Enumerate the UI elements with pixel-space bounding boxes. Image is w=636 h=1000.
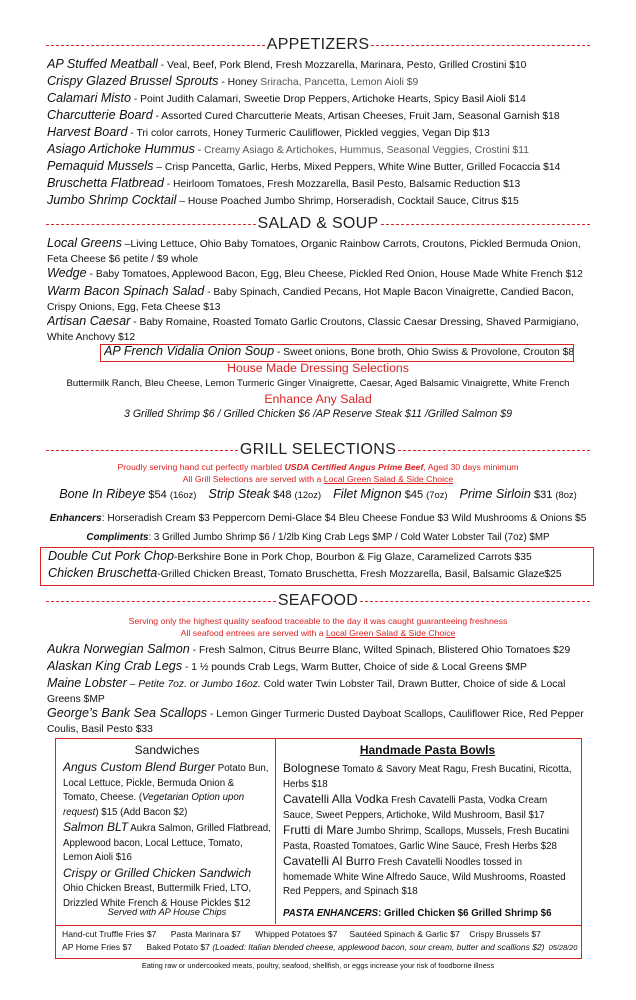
pasta-desc: Jumbo Shrimp, Scallops, Mussels, Fresh Bucatini Pasta, Roasted Tomatoes, Garlic Wine Sauce, Fresh Herbs $28 — [283, 826, 570, 852]
sandwich-name: Crispy or Grilled Chicken Sandwich — [63, 865, 252, 880]
pasta-title: Handmade Pasta Bowls — [359, 743, 496, 757]
appetizer-item — [47, 57, 592, 73]
appetizer-name: Pemaquid Mussels — [47, 159, 154, 173]
special-desc: -Berkshire Bone in Pork Chop, Bourbon & Fig Glaze, Caramelized Carrots $35 — [174, 552, 532, 563]
appetizer-name: Jumbo Shrimp Cocktail — [47, 193, 177, 207]
sandwich-name: Angus Custom Blend Burger — [63, 760, 216, 774]
onion-soup-box — [100, 344, 574, 362]
appetizer-desc-extra: Sriracha, Pancetta, Lemon Aioli $9 — [260, 77, 419, 88]
sandwich-item — [63, 866, 271, 912]
pasta-list — [283, 761, 573, 900]
seafood-desc: - Fresh Salmon, Citrus Beurre Blanc, Wilted Spinach, Blistered Ohio Tomatoes $29 — [189, 645, 571, 656]
seafood-size-note: – Petite 7oz. or Jumbo 16oz. — [126, 679, 261, 690]
appetizer-item — [47, 142, 592, 158]
appetizer-desc: - Tri color carrots, Honey Turmeric Cauliflower, Pickled veggies, Vegan Dip $13 — [127, 128, 490, 139]
sandwich-item — [63, 760, 271, 820]
enhancers-line — [0, 513, 636, 524]
salad-desc: - Baby Romaine, Roasted Tomato Garlic Croutons, Classic Caesar Dressing, Shaved Parmigiano, White Anchovy $12 — [47, 317, 579, 344]
pasta-enh-a: : Grilled Chicken $6 — [378, 908, 469, 919]
seafood-note-2b: Local Green Salad & Side Choice — [325, 628, 456, 638]
grill-note-1b: USDA Certified Angus Prime Beef — [284, 462, 424, 472]
seafood-header — [46, 592, 590, 610]
appetizer-desc: - — [194, 145, 205, 156]
sandwich-item — [63, 820, 271, 866]
grill-note-2 — [0, 474, 636, 484]
special-item — [48, 549, 590, 565]
appetizer-item — [47, 159, 592, 175]
seafood-note-2 — [0, 628, 636, 638]
sides-row-2 — [62, 942, 577, 952]
appetizer-item — [47, 108, 592, 124]
steak-item — [460, 489, 577, 501]
appetizer-desc: - Honey — [218, 77, 261, 88]
seafood-title: SEAFOOD — [277, 592, 359, 609]
seafood-name: Aukra Norwegian Salmon — [47, 642, 190, 656]
salad-desc: - Baby Tomatoes, Applewood Bacon, Egg, Bleu Cheese, Pickled Red Onion, House Made White French $12 — [86, 269, 583, 280]
steak-name: Strip Steak — [208, 487, 271, 501]
salad-item — [47, 236, 592, 267]
dressing-title: House Made Dressing Selections — [227, 361, 409, 375]
grill-note-2b: Local Green Salad & Side Choice — [323, 474, 454, 484]
steak-price: $54 — [145, 489, 170, 501]
salad-name: AP French Vidalia Onion Soup — [104, 344, 275, 358]
appetizer-desc: – Crisp Pancetta, Garlic, Herbs, Mixed Peppers, White Wine Butter, Grilled Focaccia $14 — [153, 162, 561, 173]
salad-desc: - Sweet onions, Bone broth, Ohio Swiss & Provolone, Crouton $8 — [274, 347, 574, 358]
steak-row — [0, 487, 636, 501]
enhancers-text: : Horseradish Cream $3 Peppercorn Demi-Glace $4 Bleu Cheese Fondue $3 Wild Mushrooms & Onions $5 — [101, 513, 587, 524]
pasta-item — [283, 761, 573, 792]
appetizer-item — [47, 176, 592, 192]
sandwich-name: Salmon BLT — [63, 820, 129, 834]
appetizer-desc: - Point Judith Calamari, Sweetie Drop Peppers, Artichoke Hearts, Spicy Basil Aioli $14 — [130, 94, 526, 105]
pasta-item — [283, 792, 573, 823]
appetizer-desc: - Assorted Cured Charcutterie Meats, Artisan Cheeses, Fruit Jam, Seasonal Garnish $18 — [152, 111, 560, 122]
pasta-enhancers — [283, 908, 551, 919]
pasta-enh-b: Grilled Shrimp $6 — [468, 908, 552, 919]
enhancers-label: Enhancers — [49, 513, 102, 524]
steak-price: $31 — [530, 489, 556, 501]
steak-size: (12oz) — [294, 489, 322, 500]
seafood-desc: Cold water Twin Lobster Tail, Drawn Butter, Choice of side & Local Greens $MP — [47, 679, 566, 706]
sandwich-desc: Potato Bun, Local Lettuce, Pickle, Bermuda Onion & Tomato, Cheese. ( — [63, 763, 269, 803]
compliments-label: Compliments — [86, 532, 149, 543]
sandwich-veg-note: Vegetarian Option upon request — [63, 792, 245, 818]
steak-item — [59, 489, 196, 501]
seafood-note-1: Serving only the highest quality seafood traceable to the day it was caught guaranteeing freshness — [128, 616, 508, 626]
grill-header — [46, 441, 590, 459]
steak-name: Bone In Ribeye — [59, 487, 146, 501]
grill-note-1 — [0, 462, 636, 472]
appetizer-name: Harvest Board — [47, 125, 128, 139]
seafood-desc: - 1 ½ pounds Crab Legs, Warm Butter, Choice of side & Local Greens $MP — [182, 662, 527, 673]
salad-item — [47, 266, 592, 282]
seafood-name: Maine Lobster — [47, 676, 127, 690]
pasta-desc: Fresh Cavatelli Noodles tossed in homemade White Wine Alfredo Sauce, Wild Mushrooms, Roasted Red Peppers, and Spinach $18 — [283, 857, 566, 897]
appetizers-header — [46, 36, 590, 54]
salad-item — [47, 314, 592, 345]
salad-name: Local Greens — [47, 236, 122, 250]
sandwich-list — [63, 760, 271, 911]
steak-size: (16oz) — [169, 489, 197, 500]
appetizer-name: Calamari Misto — [47, 91, 131, 105]
enhance-list: 3 Grilled Shrimp $6 / Grilled Chicken $6 /AP Reserve Steak $11 /Grilled Salmon $9 — [123, 408, 513, 420]
box-divider — [275, 738, 276, 924]
seafood-item — [47, 676, 592, 707]
seafood-desc: - Lemon Ginger Turmeric Dusted Dayboat Scallops, Cauliflower Rice, Red Pepper Coulis, Basil Pesto $33 — [47, 709, 584, 736]
steak-item — [333, 489, 447, 501]
salad-header — [46, 215, 590, 233]
appetizer-name: Charcutterie Board — [47, 108, 153, 122]
grill-note-1a: Proudly serving hand cut perfectly marbled — [117, 462, 285, 472]
seafood-item — [47, 659, 592, 675]
appetizer-item — [47, 91, 592, 107]
sandwich-desc: Aukra Salmon, Grilled Flatbread, Applewood bacon, Local Lettuce, Tomato, Lemon Aioli $16 — [63, 823, 271, 863]
appetizer-desc: - Veal, Beef, Pork Blend, Fresh Mozzarella, Marinara, Pesto, Grilled Crostini $10 — [157, 60, 527, 71]
sandwich-desc-extra: ) $15 (Add Bacon $2) — [95, 806, 188, 818]
salad-title: SALAD & SOUP — [257, 215, 379, 232]
grill-note-2a: All Grill Selections are served with a — [182, 474, 324, 484]
steak-price: $45 — [401, 489, 427, 501]
salad-name: Wedge — [47, 266, 87, 280]
pasta-name: Cavatelli Alla Vodka — [283, 792, 389, 806]
sides-row-2-loaded: (Loaded: Italian blended cheese, applewood bacon, sour cream, butter and scallions $2) — [212, 942, 545, 952]
appetizers-title: APPETIZERS — [266, 36, 370, 53]
grill-note-1c: , Aged 30 days minimum — [423, 462, 519, 472]
special-name: Chicken Bruschetta — [48, 566, 158, 580]
enhance-title: Enhance Any Salad — [264, 392, 372, 406]
salad-item — [47, 284, 592, 315]
appetizer-name: Asiago Artichoke Hummus — [47, 142, 195, 156]
compliments-text: : 3 Grilled Jumbo Shrimp $6 / 1/2lb King Crab Legs $MP / Cold Water Lobster Tail (7oz) $MP — [148, 532, 550, 543]
seafood-item — [47, 706, 592, 737]
appetizer-desc: - Heirloom Tomatoes, Fresh Mozzarella, Basil Pesto, Balsamic Reduction $13 — [163, 179, 521, 190]
disclaimer: Eating raw or undercooked meats, poultry, seafood, shellfish, or eggs increase your risk of foodborne illness — [141, 961, 495, 970]
special-desc: -Grilled Chicken Breast, Tomato Bruschetta, Fresh Mozzarella, Basil, Balsamic Glaze$25 — [157, 569, 562, 580]
steak-name: Prime Sirloin — [459, 487, 531, 501]
appetizer-item — [47, 125, 592, 141]
seafood-name: Alaskan King Crab Legs — [47, 659, 183, 673]
steak-name: Filet Mignon — [333, 487, 402, 501]
seafood-name: George’s Bank Sea Scallops — [47, 706, 208, 720]
salad-desc: - Baby Spinach, Candied Pecans, Hot Maple Bacon Vinaigrette, Candied Bacon, Crispy Onions, Egg, Feta Cheese $13 — [47, 287, 574, 314]
pasta-name: Frutti di Mare — [283, 823, 354, 837]
appetizer-item — [47, 74, 592, 90]
pasta-desc: Tomato & Savory Meat Ragu, Fresh Bucatini, Ricotta, Herbs $18 — [283, 764, 572, 790]
special-name: Double Cut Pork Chop — [48, 549, 175, 563]
steak-size: (7oz) — [426, 489, 448, 500]
dressing-list: Buttermilk Ranch, Bleu Cheese, Lemon Turmeric Ginger Vinaigrette, Caesar, Aged Balsamic Vinaigrette, White French — [66, 378, 570, 389]
pasta-item — [283, 823, 573, 854]
pasta-desc: Fresh Cavatelli Pasta, Vodka Cream Sauce, Sweet Peppers, Artichoke, Wild Mushroom, Basil $17 — [283, 795, 548, 821]
steak-price: $48 — [270, 489, 295, 501]
seafood-item — [47, 642, 592, 658]
pasta-name: Bolognese — [283, 761, 340, 775]
compliments-line — [0, 532, 636, 543]
salad-desc: –Living Lettuce, Ohio Baby Tomatoes, Organic Rainbow Carrots, Croutons, Pickled Bermuda Onion, Feta Cheese $6 petite / $9 whole — [47, 239, 581, 266]
sandwich-desc: Ohio Chicken Breast, Buttermilk Fried, LTO, Drizzled White French & House Pickles $12 — [63, 883, 252, 909]
sandwich-footer: Served with AP House Chips — [107, 907, 227, 917]
appetizer-name: AP Stuffed Meatball — [47, 57, 158, 71]
seafood-note-2a: All seafood entrees are served with a — [180, 628, 326, 638]
steak-item — [208, 489, 321, 501]
grill-title: GRILL SELECTIONS — [239, 441, 397, 458]
pasta-name: Cavatelli Al Burro — [283, 854, 376, 868]
salad-name: Warm Bacon Spinach Salad — [47, 284, 205, 298]
appetizer-desc: – House Poached Jumbo Shrimp, Horseradish, Cocktail Sauce, Citrus $15 — [176, 196, 519, 207]
appetizer-name: Crispy Glazed Brussel Sprouts — [47, 74, 219, 88]
pasta-enh-label: PASTA ENHANCERS — [283, 908, 379, 919]
menu-date: 05/28/20 — [544, 943, 578, 952]
appetizer-item — [47, 193, 592, 209]
salad-name: Artisan Caesar — [47, 314, 131, 328]
sides-row-2a: AP Home Fries $7 Baked Potato $7 — [62, 942, 213, 952]
sandwiches-title: Sandwiches — [134, 743, 200, 757]
appetizer-desc-extra: Creamy Asiago & Artichokes, Hummus, Seasonal Veggies, Crostini $11 — [204, 145, 529, 156]
steak-size: (8oz) — [555, 489, 577, 500]
pasta-item — [283, 854, 573, 900]
appetizer-name: Bruschetta Flatbread — [47, 176, 164, 190]
special-item — [48, 566, 590, 582]
sides-row-1: Hand-cut Truffle Fries $7 Pasta Marinara $7 Whipped Potatoes $7 Sautéed Spinach & Garlic $7 Crispy Brussels $7 — [62, 929, 541, 939]
